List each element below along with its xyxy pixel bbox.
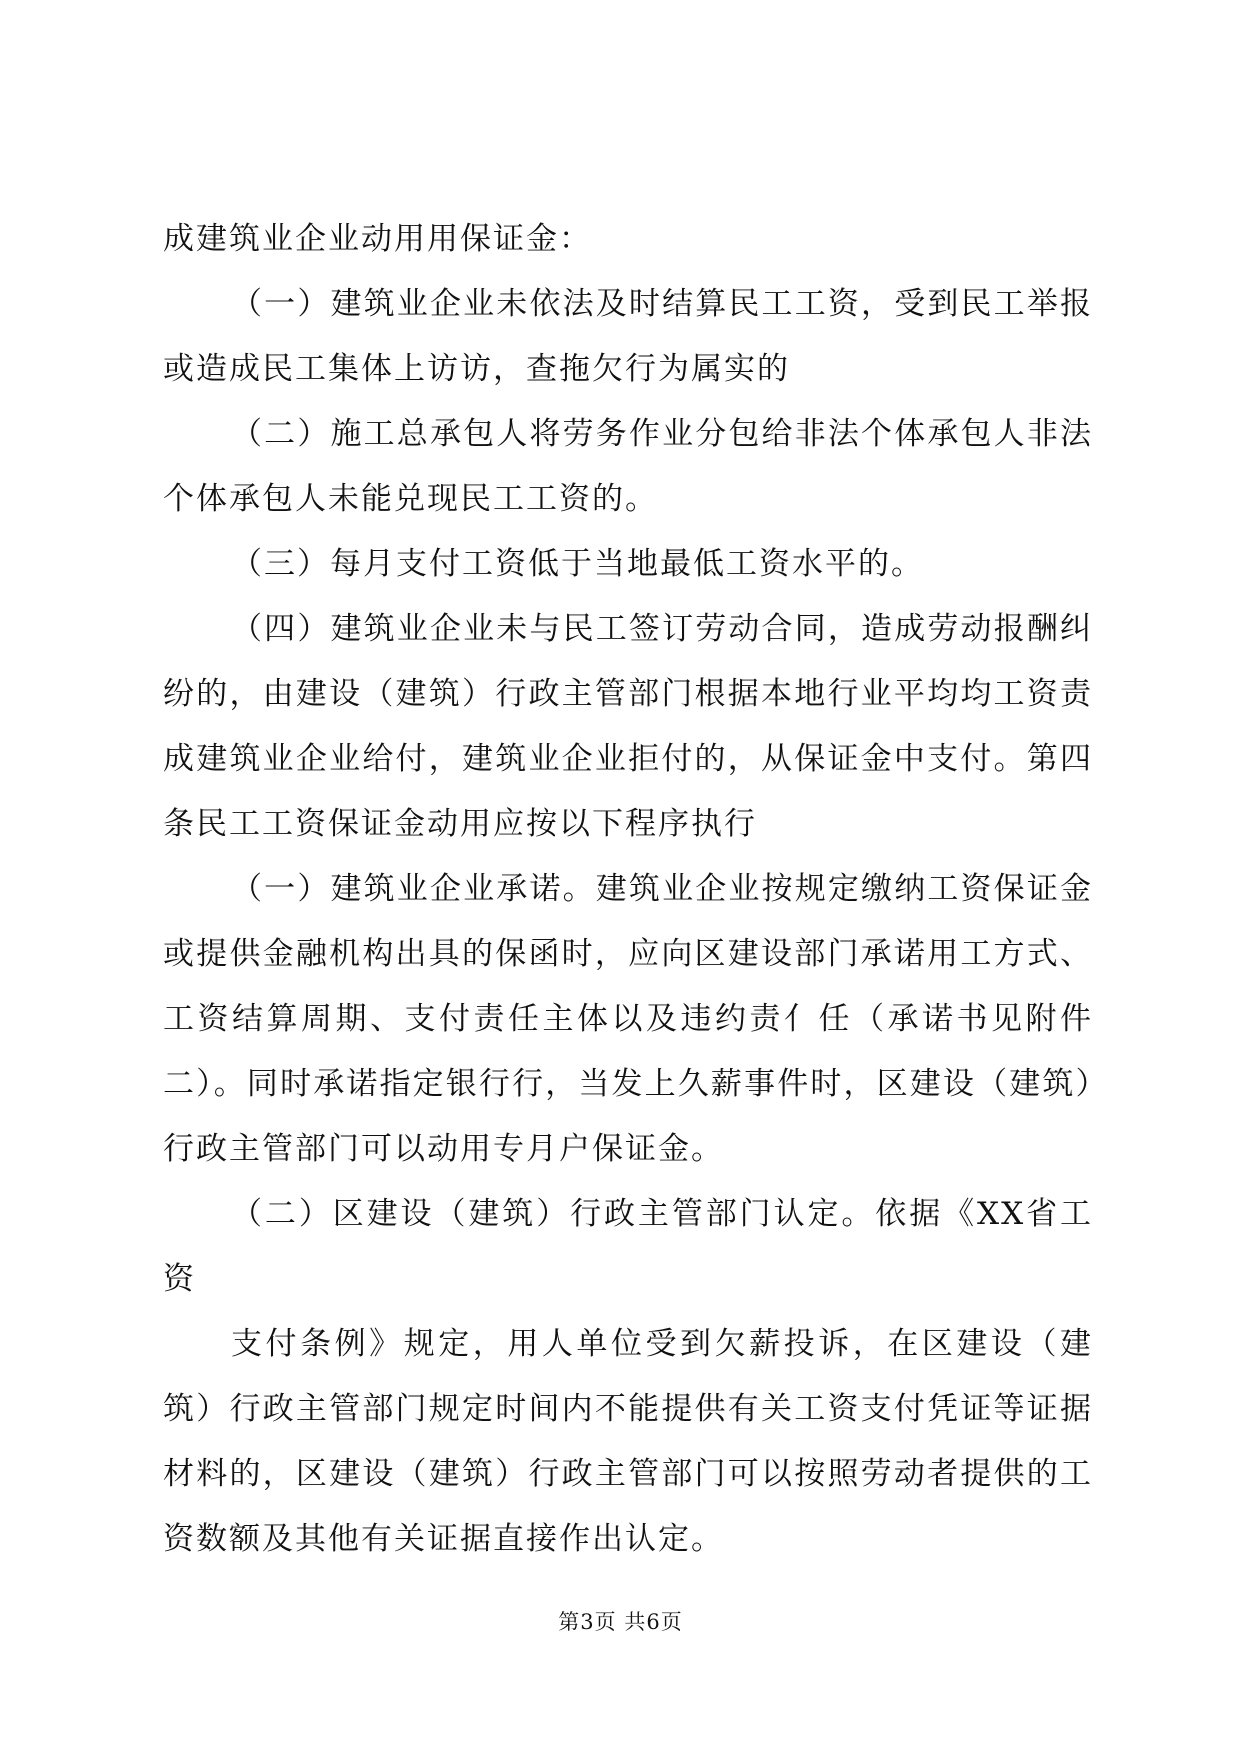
paragraph-7: （二）区建设（建筑）行政主管部门认定。依据《XX省工资 [163,1196,1093,1297]
document-body [163,207,1093,1572]
paragraph-8: 支付条例》规定，用人单位受到欠薪投诉，在区建设（建筑）行政主管部门规定时间内不能提供有关工资支付凭证等证据材料的，区建设（建筑）行政主管部门可以按照劳动者提供的工资数额及其他有关证据直接作出认定。 [163,1326,1093,1557]
page-number-footer: 第3页 共6页 [558,1610,683,1634]
paragraph-5: （四）建筑业企业未与民工签订劳动合同，造成劳动报酬纠纷的，由建设（建筑）行政主管部门根据本地行业平均均工资责成建筑业企业给付，建筑业企业拒付的，从保证金中支付。第四条民工工资保证金动用应按以下程序执行 [163,611,1093,842]
paragraph-6: （一）建筑业企业承诺。建筑业企业按规定缴纳工资保证金或提供金融机构出具的保函时，应向区建设部门承诺用工方式、工资结算周期、支付责任主体以及违约责亻任（承诺书见附件二）。同时承诺指定银行行，当发上久薪事件时，区建设（建筑）行政主管部门可以动用专月户保证金。 [163,871,1093,1167]
paragraph-4: （三）每月支付工资低于当地最低工资水平的。 [231,546,924,582]
paragraph-2: （一）建筑业企业未依法及时结算民工工资，受到民工举报或造成民工集体上访访，查拖欠行为属实的 [163,286,1093,387]
paragraph-1: 成建筑业企业动用用保证金： [163,221,592,257]
paragraph-3: （二）施工总承包人将劳务作业分包给非法个体承包人非法个体承包人未能兑现民工工资的。 [163,416,1093,517]
